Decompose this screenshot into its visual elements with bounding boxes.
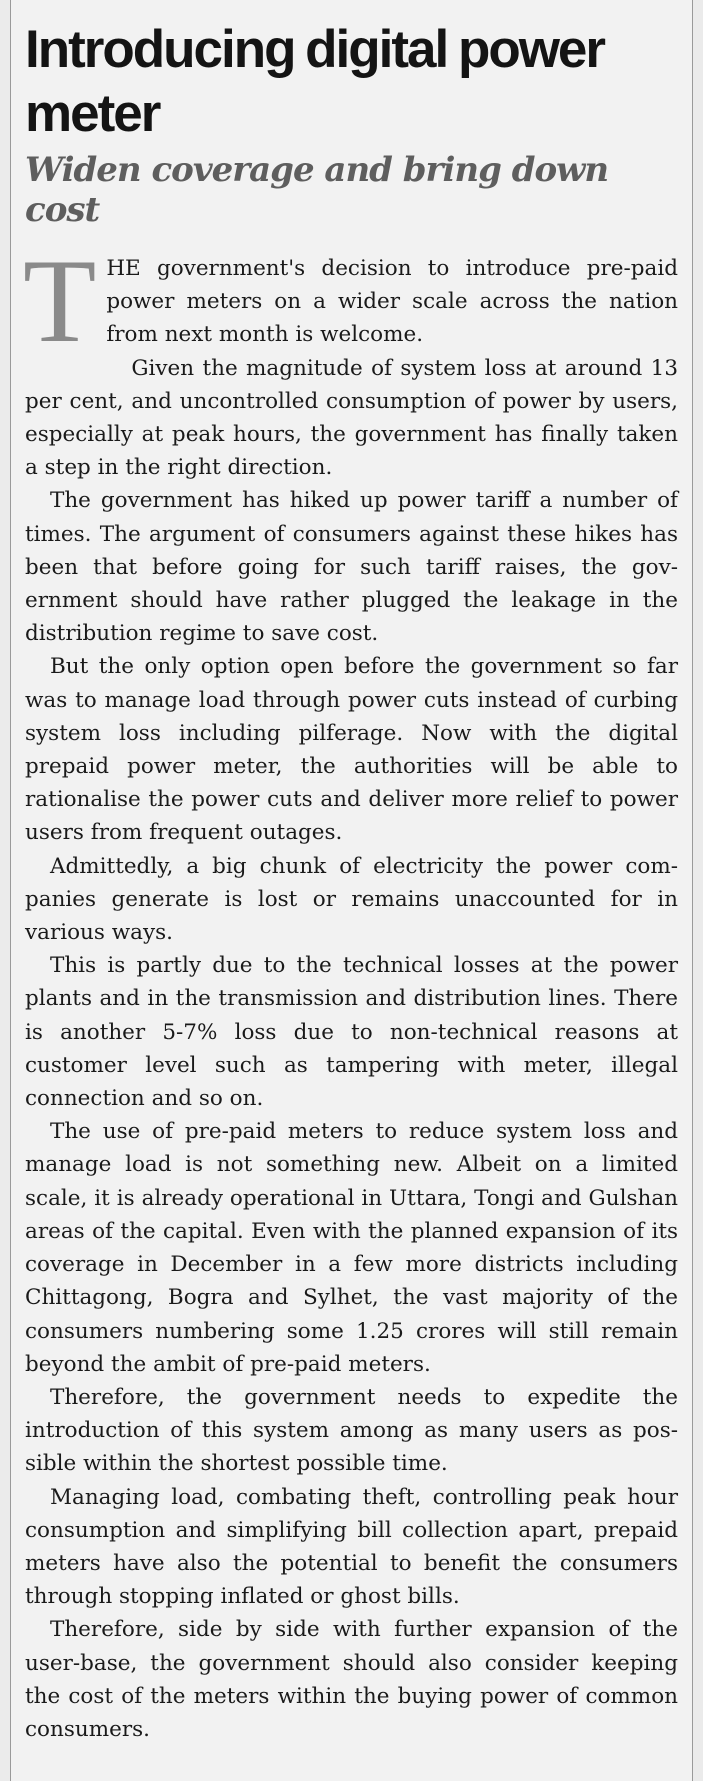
paragraph-9: Managing load, combating theft, controlling peak hour consumption and simplifying bill collection apart, prepaid meters have also the potential to benefit the consumers through stopping inflated or ghost bills. bbox=[25, 1484, 678, 1610]
drop-cap: T bbox=[23, 234, 97, 367]
article-body bbox=[23, 234, 678, 1746]
paragraph-1 bbox=[23, 234, 678, 367]
paragraph-1-text: HE government's decision to introduce pre-paid power meters on a wider scale across the nation from next month is welcome. bbox=[106, 256, 678, 348]
paragraph-3: The government has hiked up power tariff a number of times. The argument of consumers against these hikes has been that before going for such tariff raises, the government should have rather plugged the leakage in the distribution regime to save cost. bbox=[25, 488, 678, 647]
paragraph-4: But the only option open before the government so far was to manage load through power cuts instead of curbing system loss including pilferage. Now with the digital prepaid power meter, the authorities will be able to rationalise the power cuts and deliver more relief to power users from frequent outages. bbox=[25, 654, 678, 846]
subheadline: Widen coverage and bring down cost bbox=[25, 150, 609, 230]
paragraph-8: Therefore, the government needs to expedite the introduction of this system among as many users as possible within the shortest possible time. bbox=[25, 1384, 678, 1477]
paragraph-5: Admittedly, a big chunk of electricity the power companies generate is lost or remains unaccounted for in various ways. bbox=[25, 853, 678, 946]
newspaper-page bbox=[10, 0, 693, 1781]
paragraph-6: This is partly due to the technical losses at the power plants and in the transmission and distribution lines. There is another 5-7% loss due to non-technical reasons at customer level such as tampering with meter, illegal connection and so on. bbox=[25, 953, 678, 1112]
headline: Introducing digital power meter bbox=[25, 20, 605, 143]
editorial-article bbox=[25, 18, 678, 1746]
paragraph-7: The use of pre-paid meters to reduce system loss and manage load is not something new. Albeit on a limited scale, it is already operational in Uttara, Tongi and Gulshan areas of the capital. Even with the planned expansion of its coverage in December in a few more districts including Chittagong, Bogra and Sylhet, the vast majority of the consumers numbering some 1.25 crores will still remain beyond the ambit of pre-paid meters. bbox=[25, 1119, 678, 1377]
paragraph-2: Given the magnitude of system loss at around 13 per cent, and uncontrolled consumption of power by users, especially at peak hours, the government has finally taken a step in the right direction. bbox=[25, 355, 678, 481]
paragraph-10: Therefore, side by side with further expansion of the user-base, the government should also consider keeping the cost of the meters within the buying power of common consumers. bbox=[25, 1617, 678, 1742]
